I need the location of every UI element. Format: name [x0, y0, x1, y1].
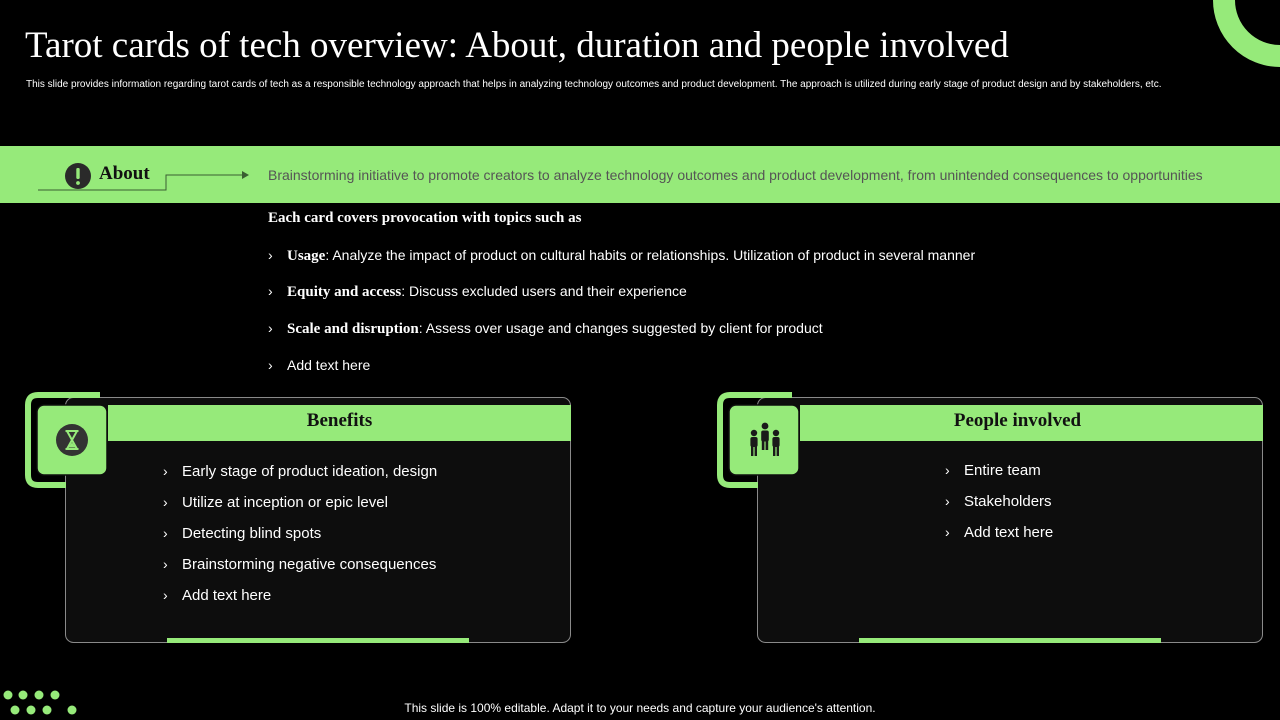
hourglass-icon	[55, 423, 89, 457]
chevron-right-icon: ›	[163, 587, 168, 603]
benefit-text: Early stage of product ideation, design	[182, 463, 438, 480]
topic-text: Add text here	[287, 357, 371, 373]
benefit-text: Detecting blind spots	[182, 525, 322, 542]
benefit-item	[163, 463, 437, 480]
benefit-text: Utilize at inception or epic level	[182, 494, 388, 511]
topic-bold: Scale and disruption	[287, 321, 419, 337]
benefit-item	[163, 587, 271, 604]
chevron-right-icon: ›	[268, 283, 273, 299]
page-subtitle: This slide provides information regarding tarot cards of tech as a responsible technology approach that helps in analyzing technology outcomes and product development. The approach is utilized during early stage of product design and by stakeholders, etc.	[26, 79, 1162, 90]
benefit-text: Brainstorming negative consequences	[182, 556, 437, 573]
people-group-icon	[745, 421, 785, 459]
chevron-right-icon: ›	[945, 493, 950, 509]
people-title: People involved	[953, 410, 1082, 431]
benefit-item	[163, 494, 388, 511]
people-item	[945, 524, 1053, 541]
topic-text: : Discuss excluded users and their experience	[401, 283, 687, 299]
corner-ring-decoration	[1210, 0, 1280, 70]
chevron-right-icon: ›	[268, 357, 273, 373]
people-item	[945, 493, 1052, 510]
people-text: Add text here	[964, 524, 1054, 541]
about-description: Brainstorming initiative to promote creators to analyze technology outcomes and product development, from unintended consequences to opportunities	[268, 167, 1203, 183]
topic-bold: Equity and access	[287, 284, 402, 300]
chevron-right-icon: ›	[163, 525, 168, 541]
benefits-title: Benefits	[306, 410, 373, 431]
chevron-right-icon: ›	[268, 247, 273, 263]
exclamation-circle-icon	[64, 162, 92, 190]
page-title: Tarot cards of tech overview: About, duration and people involved	[25, 25, 1009, 66]
benefit-item	[163, 525, 321, 542]
chevron-right-icon: ›	[163, 556, 168, 572]
people-text: Entire team	[964, 462, 1041, 479]
about-label: About	[99, 163, 150, 184]
footer-note: This slide is 100% editable. Adapt it to your needs and capture your audience's attention.	[404, 701, 876, 715]
topic-text: : Assess over usage and changes suggested by client for product	[418, 320, 823, 336]
chevron-right-icon: ›	[163, 463, 168, 479]
topic-bold: Usage	[287, 248, 326, 264]
chevron-right-icon: ›	[945, 462, 950, 478]
topic-item	[268, 320, 823, 338]
chevron-right-icon: ›	[163, 494, 168, 510]
topic-item	[268, 357, 370, 373]
benefit-item	[163, 556, 436, 573]
topic-item	[268, 283, 687, 301]
topic-text: : Analyze the impact of product on cultural habits or relationships. Utilization of product in several manner	[325, 247, 976, 263]
topic-item	[268, 247, 975, 265]
benefit-text: Add text here	[182, 587, 272, 604]
chevron-right-icon: ›	[945, 524, 950, 540]
people-item	[945, 462, 1041, 479]
chevron-right-icon: ›	[268, 320, 273, 336]
people-text: Stakeholders	[964, 493, 1052, 510]
topics-heading: Each card covers provocation with topics such as	[268, 210, 582, 226]
